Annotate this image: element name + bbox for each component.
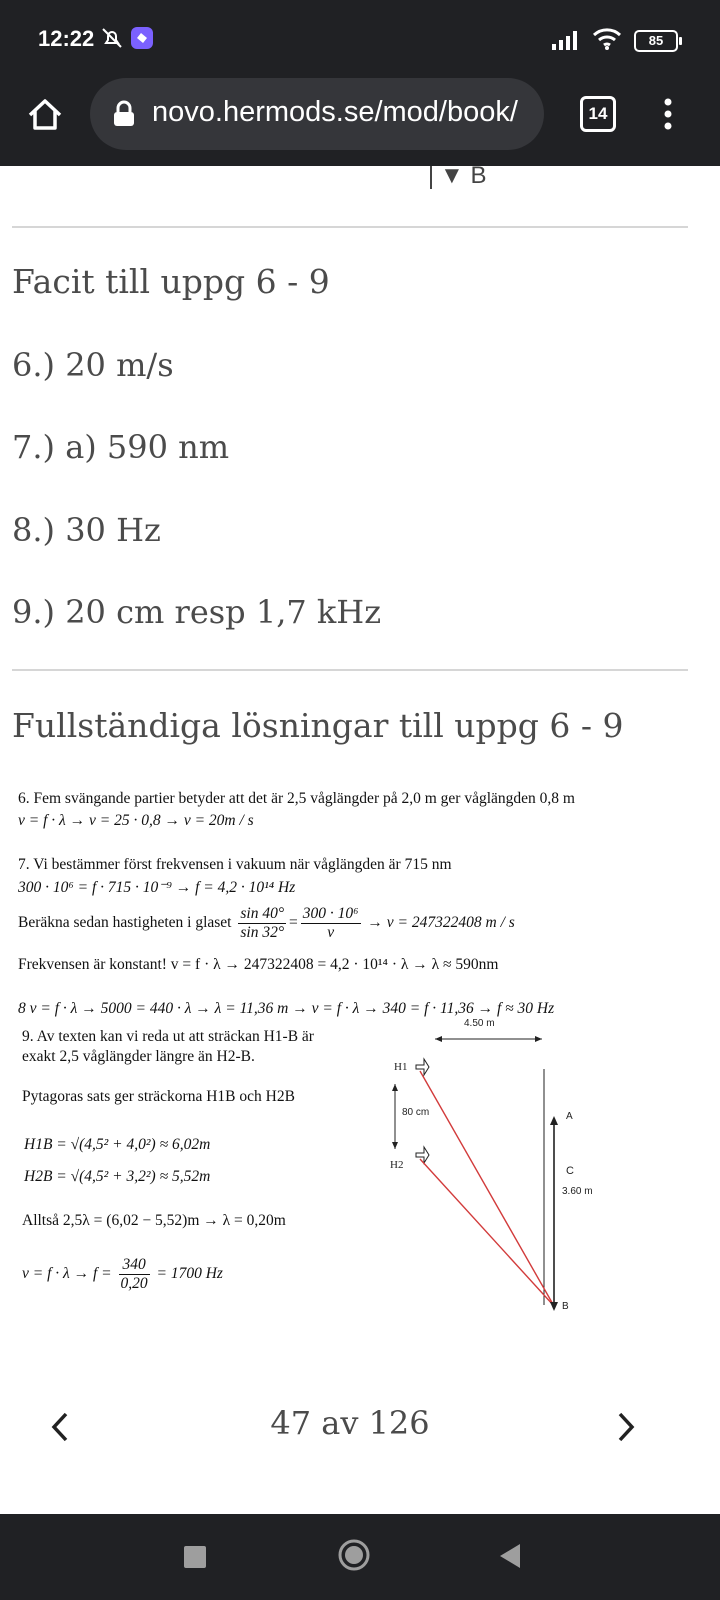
status-bar — [0, 0, 720, 78]
recent-apps-button[interactable] — [184, 1546, 206, 1572]
speaker-h1-icon — [416, 1059, 429, 1075]
arrowhead — [550, 1302, 558, 1311]
arrowhead — [392, 1084, 398, 1091]
solution-9-line-3: Pytagoras sats ger sträckorna H1B och H2B — [22, 1088, 295, 1105]
solution-9-line-2: exakt 2,5 våglängder längre än H2-B. — [22, 1048, 255, 1065]
solution-6-line-1: 6. Fem svängande partier betyder att det är 2,5 våglängder på 2,0 m ger våglängden 0,8 m — [18, 790, 575, 807]
app-notification-icon — [130, 26, 154, 54]
arrowhead — [550, 1116, 558, 1125]
frequency-prefix: v = f · λ → f = — [22, 1265, 112, 1283]
status-time: 12:22 — [38, 26, 95, 51]
fraction-denominator: sin 32° — [240, 924, 285, 941]
circle-icon — [337, 1538, 371, 1572]
fraction-denominator: 0,20 — [120, 1275, 148, 1292]
down-arrow-icon: ▼ — [440, 166, 464, 189]
divider — [12, 669, 688, 671]
arrowhead — [535, 1036, 542, 1042]
cut-off-line — [430, 166, 432, 189]
next-page-button[interactable] — [614, 1410, 638, 1448]
speaker-diagram — [380, 1018, 640, 1321]
back-nav-button[interactable] — [498, 1542, 522, 1574]
browser-toolbar — [0, 78, 720, 166]
frequency-suffix: = 1700 Hz — [156, 1265, 223, 1283]
solution-9-line-1: 9. Av texten kan vi reda ut att sträckan H1-B är — [22, 1028, 314, 1045]
overflow-menu-button[interactable] — [658, 94, 678, 134]
answer-9: 9.) 20 cm resp 1,7 kHz — [12, 593, 382, 631]
h2-label: H2 — [390, 1159, 404, 1171]
solution-9-h2b: H2B = √(4,5² + 3,2²) ≈ 5,52m — [24, 1168, 211, 1185]
page-content — [0, 166, 720, 1514]
chevron-right-icon — [614, 1410, 638, 1444]
answer-7: 7.) a) 590 nm — [12, 428, 230, 466]
h1-label: H1 — [394, 1061, 408, 1073]
b-label: B — [562, 1301, 569, 1312]
solution-7-line-3-suffix: → v = 247322408 m / s — [367, 914, 515, 932]
answer-6: 6.) 20 m/s — [12, 346, 174, 384]
tab-switcher-button[interactable]: 14 — [580, 96, 616, 132]
home-nav-button[interactable] — [337, 1538, 371, 1576]
fraction — [301, 905, 361, 942]
solution-9-frequency — [22, 1256, 223, 1293]
solution-7-line-4: Frekvensen är konstant! v = f · λ → 247322408 = 4,2 · 10¹⁴ · λ → λ ≈ 590nm — [18, 956, 499, 973]
fraction-numerator: 300 · 10⁶ — [302, 905, 359, 922]
right-distance-label: 3.60 m — [562, 1186, 593, 1197]
solution-6-line-2: v = f · λ → v = 25 · 0,8 → v = 20m / s — [18, 812, 254, 829]
fraction — [119, 1256, 150, 1293]
home-icon — [24, 94, 66, 136]
equals-sign: = — [289, 914, 298, 932]
c-label: C — [566, 1165, 574, 1177]
answer-8: 8.) 30 Hz — [12, 511, 161, 549]
fraction-numerator: 340 — [119, 1256, 150, 1275]
arrowhead — [392, 1142, 398, 1149]
home-button[interactable] — [24, 94, 70, 140]
page-indicator: 47 av 126 — [270, 1404, 430, 1442]
speaker-h2-icon — [416, 1147, 429, 1163]
book-pager — [0, 1390, 720, 1460]
battery-indicator: 85 — [634, 30, 678, 52]
solution-9-h1b: H1B = √(4,5² + 4,0²) ≈ 6,02m — [24, 1136, 211, 1153]
url-text[interactable]: novo.hermods.se/mod/book/ — [152, 96, 518, 128]
h2-b-ray — [420, 1159, 554, 1306]
top-distance-label: 4.50 m — [464, 1018, 495, 1029]
system-navigation-bar — [0, 1514, 720, 1600]
solution-7-line-1: 7. Vi bestämmer först frekvensen i vakuum när våglängden är 715 nm — [18, 856, 452, 873]
more-vert-icon — [658, 94, 678, 134]
fraction-denominator: v — [327, 924, 335, 941]
solution-7-line-3-prefix: Beräkna sedan hastigheten i glaset — [18, 914, 232, 932]
lock-icon — [112, 100, 136, 128]
facit-title: Facit till uppg 6 - 9 — [12, 262, 330, 301]
cut-off-figure — [430, 166, 486, 190]
bell-off-icon — [100, 26, 124, 54]
solution-8-line-1: 8 v = f · λ → 5000 = 440 · λ → λ = 11,36 m → v = f · λ → 340 = f · 11,36 → f ≈ 30 Hz — [18, 1000, 555, 1017]
solution-7-line-3 — [18, 905, 515, 942]
divider — [12, 226, 688, 228]
left-distance-label: 80 cm — [402, 1107, 430, 1118]
cut-off-label: B — [470, 166, 487, 189]
address-bar[interactable] — [90, 78, 544, 150]
arrowhead — [435, 1036, 442, 1042]
triangle-back-icon — [498, 1542, 522, 1570]
a-label: A — [566, 1111, 573, 1122]
signal-icon — [552, 28, 582, 54]
diagram-graphic — [380, 1021, 640, 1321]
solution-9-alltsa: Alltså 2,5λ = (6,02 − 5,52)m → λ = 0,20m — [22, 1212, 286, 1229]
fraction-numerator: sin 40° — [240, 905, 285, 922]
solution-7-line-2: 300 · 10⁶ = f · 715 · 10⁻⁹ → f = 4,2 · 10¹⁴ Hz — [18, 879, 296, 896]
square-icon — [184, 1546, 206, 1568]
wifi-icon — [592, 26, 622, 54]
fraction — [238, 905, 286, 942]
h1-b-ray — [420, 1071, 554, 1306]
solutions-title: Fullständiga lösningar till uppg 6 - 9 — [12, 706, 624, 745]
